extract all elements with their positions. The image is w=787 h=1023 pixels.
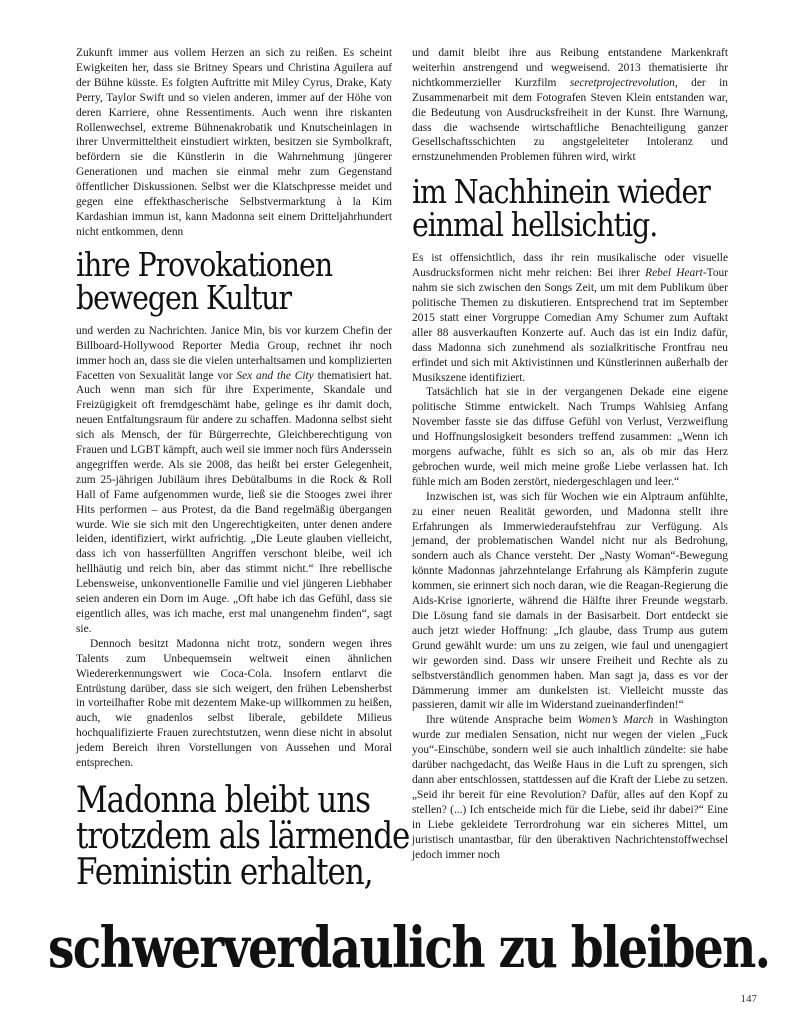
right-column	[412, 46, 728, 862]
italic-title: Rebel Heart	[645, 267, 703, 280]
pull-quote-line: im Nachhinein wieder	[412, 172, 710, 212]
pull-quote-line: trotzdem als lärmende	[76, 815, 410, 857]
body-paragraph: Zukunft immer aus vollem Herzen an sich zu reißen. Es scheint Ewigkeiten her, dass sie Britney Spears und Christina Aguilera auf der Bühne küsste. Es folgten Auftritte mit Miley Cyrus, Drake, Katy Perry, Taylor Swift und so vielen anderen, immer auf der Höhe von deren Karriere, ohne Ressentiments. Auch wenn ihre riskanten Rollenwechsel, extreme Bühnenakrobatik und Knutscheinlagen in ihrer Unvermitteltheit einstudiert wirkten, besitzen sie Symbolkraft, befördern sie die Künstlerin in die Wahrnehmung jüngerer Generationen und machen sie einmal mehr zum Gegenstand öffentlicher Diskussionen. Selbst wer die Klatschpresse meidet und gegen eine effekthascherische Selbstvermarktung à la Kim Kardashian immun ist, kann Madonna seit einem Dritteljahrhundert nicht entkommen, denn	[76, 47, 392, 238]
text-run: Ihre wütende Ansprache beim	[426, 714, 578, 727]
text-run: -Tour nahm sie sich zwischen den Songs Zeit, um mit dem Publikum über politische Themen zu diskutieren. Entsprechend trat im September 2015 statt einer Vorgruppe Comedian Amy Schumer zum Auftakt aller 88 ausverkauften Konzerte auf. Auch das ist ein Indiz dafür, dass Madonna sich zunehmend als sozialkritische Frontfrau neu erfindet und sich mit Aktivistinnen und Künstlerinnen außerhalb der Musikszene identifiziert.	[412, 267, 728, 384]
pull-quote-feministin	[76, 779, 410, 893]
italic-title: secretprojectrevolution	[569, 76, 675, 89]
body-paragraph	[412, 46, 728, 165]
pull-quote-line: einmal hellsichtig.	[412, 205, 658, 245]
text-run: und damit bleibt ihre aus Reibung entstandene Markenkraft weiterhin anstrengend und wegweisend. 2013 thematisierte ihr nichtkommerzieller Kurzfilm	[412, 47, 728, 89]
text-run: , der in Zusammenarbeit mit dem Fotografen Steven Klein entstanden war, die Bedeutung von Ausdrucksfreiheit in der Kunst. Ihre Warnung, dass die wachsende wirtschaftliche Benachteiligung ganzer Gesellschaftsschichten zu angstgeleiteter Intoleranz und ernstzunehmenden Problemen führen wird, wirkt	[412, 76, 729, 164]
pull-quote-line: Feministin erhalten,	[76, 851, 373, 893]
pull-quote-provokationen	[76, 244, 348, 317]
text-run: in Washington wurde zur medialen Sensation, nicht nur wegen der vielen „Fuck you“-Einschübe, sondern weil sie auch inhaltlich zündelte: sie habe darüber nachgedacht, das Weiße Haus in die Luft zu sprengen, sich dann aber entschlossen, stattdessen auf die Kraft der Liebe zu setzen. „Seid ihr bereit für eine Revolution? Dafür, alles auf den Kopf zu stellen? (...) Ich entscheide mich für die Liebe, seid ihr dabei?“ Eine in Liebe gekleidete Terrordrohung war ein sicheres Mittel, um juristisch unantastbar, für den überaktiven Nachrichtenstoffwechsel jedoch immer noch	[412, 714, 729, 861]
text-run: Es ist offensichtlich, dass ihr rein musikalische oder visuelle Ausdrucksformen nicht mehr reichen: Bei ihrer	[412, 252, 728, 280]
pull-quote-line: bewegen Kultur	[76, 277, 292, 317]
body-paragraph	[412, 251, 728, 385]
closing-headline: schwerverdaulich zu bleiben.	[48, 915, 770, 981]
text-run: thematisiert hat. Auch wenn man sich für ihre Experimente, Skandale und Freizügigkeit oft fremdgeschämt habe, gelinge es ihr damit doch, neuen Entfaltungsraum für andere zu schaffen. Madonna selbst sieht sich als Mensch, der für Bürgerrechte, Gleichberechtigung von Frauen und LGBT kämpft, auch weil sie immer noch fürs Anderssein angegriffen werde. Als sie 2008, das heißt bei erster Gelegenheit, zum 25-jährigen Jubiläum ihres Debütalbums in die Rock & Roll Hall of Fame aufgenommen wurde, ließ sie die Stooges zwei ihrer Hits performen – aus Protest, da die Band regelmäßig übergangen wurde. Wie sie sich mit den Ungerechtigkeiten, unter denen andere leiden, identifiziert, wirkt aufrichtig. „Die Leute glauben vielleicht, dass ich von hasserfüllten Angriffen verschont bleibe, weil ich hellhäutig und reich bin, aber das stimmt nicht.“ Ihre rebellische Lebensweise, unkonventionelle Familie und viel jüngeren Liebhaber seien anderen ein Dorn im Auge. „Oft habe ich das Gefühl, dass sie eigentlich alles, was ich mache, erst mal unangenehm finden“, sagt sie.	[76, 369, 393, 635]
body-paragraph: Inzwischen ist, was sich für Wochen wie ein Alptraum anfühlte, zu einer neuen Realität geworden, und Madonna stellt ihre Erfahrungen als Immerwiederaufstehfrau zur Verfügung. Als jemand, der problematischen Wandel nicht nur als Bedrohung, sondern auch als Chance versteht. Der „Nasty Woman“-Bewegung könnte Madonnas jahrzehntelange Erfahrung als Kämpferin zugute kommen, sie erinnert sich noch daran, wie die Reagan-Regierung die Aids-Krise ignorierte, während die Hälfte ihrer Freunde wegstarb. Die Lösung fand sie damals in der Basisarbeit. Dort entdeckt sie auch jetzt wieder Hoffnung: „Ich glaube, dass Trump aus gutem Grund gewählt wurde: um uns zu zeigen, wie faul und unengagiert wir geworden sind. Dass wir unsere Freiheit und Rechte als zu selbstverständlich genommen haben. Man sagt ja, dass es vor der Dämmerung immer am dunkelsten ist. Vielleicht musste das passieren, damit wir alle im Widerstand zueinanderfinden!“	[412, 490, 728, 712]
body-paragraph: Tatsächlich hat sie in der vergangenen Dekade eine eigene politische Stimme entwickelt. Nach Trumps Wahlsieg Anfang November fasste sie das diffuse Gefühl von Verlust, Verzweiflung und Hoffnungslosigkeit besonders treffend zusammen: „Wenn ich morgens aufwache, fühlt es sich so an, als ob mir das Herz gebrochen wurde, weil mich meine große Liebe verlassen hat. Ich fühle mich am Boden zerstört, niedergeschlagen und leer.“	[412, 386, 728, 488]
italic-title: Sex and the City	[236, 369, 314, 382]
left-column	[76, 46, 410, 893]
pull-quote-line: ihre Provokationen	[76, 244, 333, 284]
text-run: und werden zu Nachrichten. Janice Min, bis vor kurzem Chefin der Billboard-Hollywood Reporter Media Group, rechnet ihr noch immer hoch an, dass sie die vielen unterhaltsamen und komplizierten Facetten von Sexualität lange vor	[76, 324, 392, 382]
italic-title: Women’s March	[577, 714, 654, 727]
pull-quote-hellsichtig	[412, 172, 710, 245]
body-paragraph	[412, 713, 728, 862]
body-paragraph	[76, 324, 392, 637]
pull-quote-line: Madonna bleibt uns	[76, 779, 371, 821]
page-number: 147	[740, 993, 757, 1005]
body-paragraph: Dennoch besitzt Madonna nicht trotz, sondern wegen ihres Talents zum Unbequemsein weltweit einen ähnlichen Wiedererkennungswert wie Coca-Cola. Insofern entlarvt die Entrüstung darüber, dass sie sich weigert, den frühen Lebensherbst in vorteilhafter Robe mit dezentem Make-up willkommen zu heißen, auch, wie gnadenlos selbst liberale, gebildete Milieus hochqualifizierte Frauen zurechtstutzen, wenn diese nicht in absolut jedem Bereich ihren Vorstellungen von Aussehen und Moral entsprechen.	[76, 637, 392, 770]
